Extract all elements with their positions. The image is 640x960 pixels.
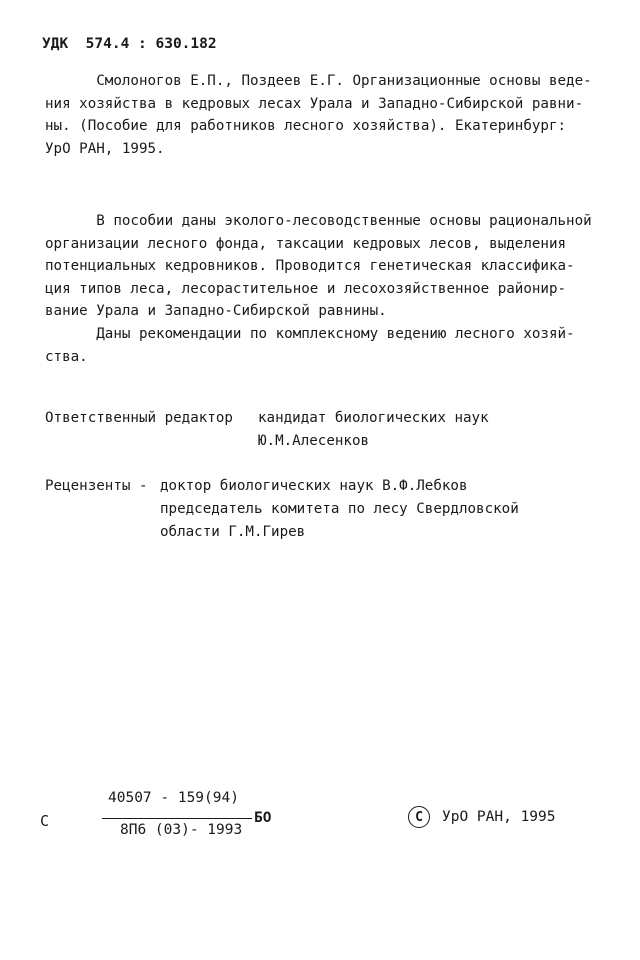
copyright bbox=[408, 806, 556, 828]
classification-denominator: 8П6 (03)- 1993 bbox=[120, 822, 243, 838]
abstract-paragraph-1 bbox=[45, 210, 615, 323]
classification-suffix: БО bbox=[254, 810, 272, 826]
abstract-line: ства. bbox=[45, 348, 88, 365]
abstract-line: потенциальных кедровников. Проводится генетическая классифика- bbox=[45, 258, 575, 274]
reviewers-label: Рецензенты - bbox=[45, 478, 148, 494]
abstract-paragraph-2 bbox=[45, 323, 615, 368]
editor-title: кандидат биологических наук bbox=[258, 410, 489, 426]
citation-line: ны. (Пособие для работников лесного хозяйства). Екатеринбург: bbox=[45, 118, 567, 134]
abstract-line: организации лесного фонда, таксации кедровых лесов, выделения bbox=[45, 235, 567, 252]
classification-prefix: С bbox=[40, 812, 50, 830]
abstract-line: вание Урала и Западно-Сибирской равнины. bbox=[45, 303, 387, 319]
editor-name: Ю.М.Алесенков bbox=[258, 433, 370, 449]
abstract-line: В пособии даны эколого-лесоводственные основы рациональной bbox=[45, 213, 592, 229]
copyright-text: УрО РАН, 1995 bbox=[442, 809, 556, 825]
fraction-bar bbox=[102, 818, 252, 819]
classification-fraction bbox=[40, 790, 272, 850]
citation-line: ния хозяйства в кедровых лесах Урала и Западно-Сибирской равни- bbox=[45, 95, 584, 112]
reviewer-2-name: области Г.М.Гирев bbox=[160, 524, 306, 540]
abstract-line: Даны рекомендации по комплексному ведению лесного хозяй- bbox=[45, 326, 575, 342]
classification-numerator: 40507 - 159(94) bbox=[108, 790, 239, 806]
reviewer-2-position: председатель комитета по лесу Свердловской bbox=[160, 501, 519, 517]
copyright-icon: С bbox=[408, 806, 430, 828]
reviewer-1: доктор биологических наук В.Ф.Лебков bbox=[160, 478, 468, 494]
bibliographic-citation bbox=[45, 70, 615, 160]
abstract-line: ция типов леса, лесорастительное и лесохозяйственное районир- bbox=[45, 280, 567, 297]
udk-code: УДК 574.4 : 630.182 bbox=[42, 36, 217, 52]
citation-line: Смолоногов Е.П., Поздеев Е.Г. Организационные основы веде- bbox=[45, 73, 592, 89]
editor-label: Ответственный редактор bbox=[45, 410, 233, 426]
citation-line: УрО РАН, 1995. bbox=[45, 140, 165, 157]
